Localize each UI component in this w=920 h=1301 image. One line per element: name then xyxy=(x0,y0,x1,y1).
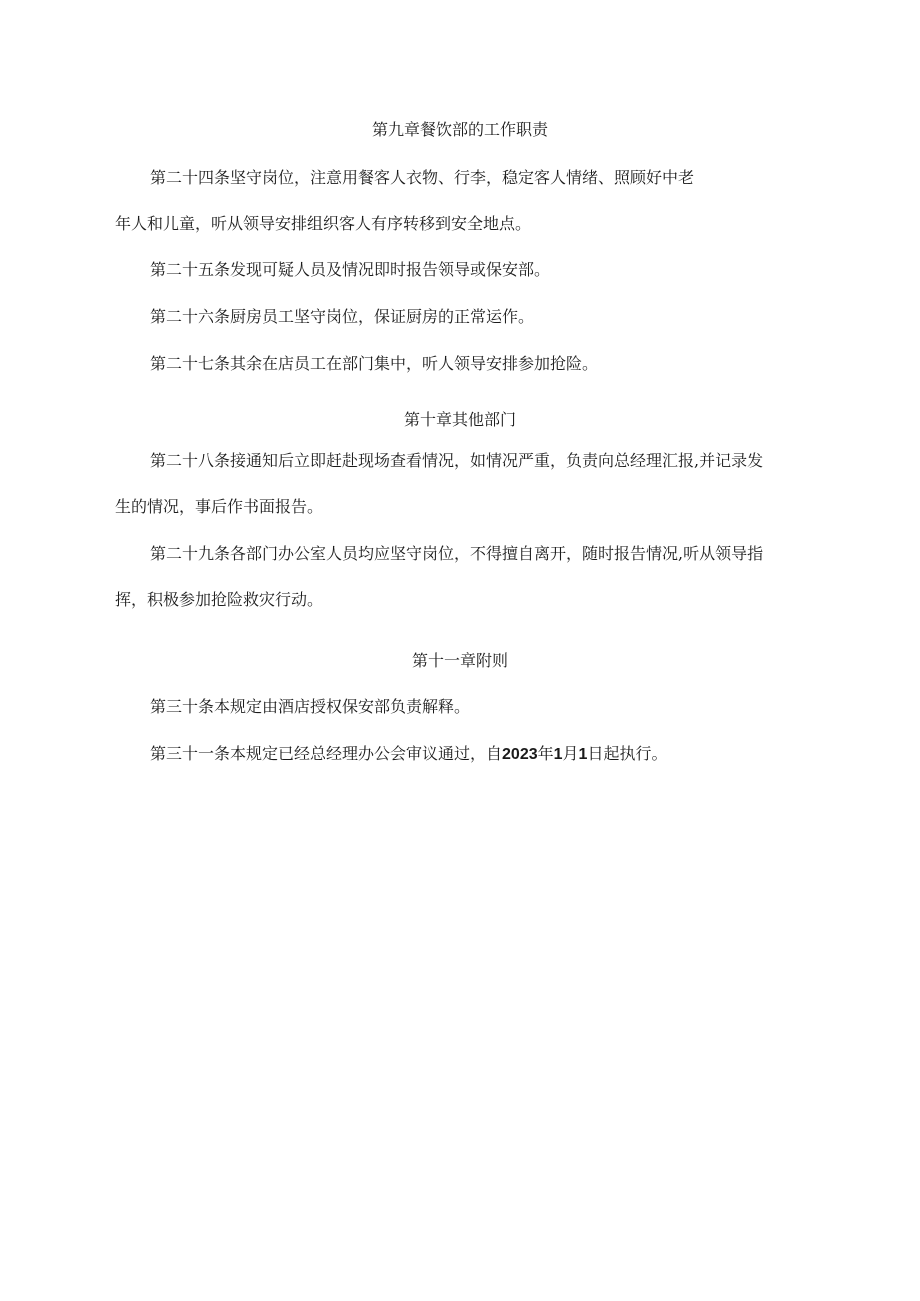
article-27: 第二十七条其余在店员工在部门集中，听人领导安排参加抢险。 xyxy=(150,354,599,373)
effective-year: 2023 xyxy=(502,746,538,763)
article-31 xyxy=(150,744,667,765)
effective-month: 1 xyxy=(553,746,563,763)
chapter-11-title: 第十一章附则 xyxy=(411,651,508,670)
article-31-suffix: 日起执行。 xyxy=(587,744,668,763)
article-26: 第二十六条厨房员工坚守岗位，保证厨房的正常运作。 xyxy=(150,307,535,326)
article-24-line-2: 年人和儿童，听从领导安排组织客人有序转移到安全地点。 xyxy=(115,214,532,233)
article-24-line-1: 第二十四条坚守岗位，注意用餐客人衣物、行李，稳定客人情绪、照顾好中老 xyxy=(150,168,695,187)
effective-day: 1 xyxy=(578,746,588,763)
chapter-10-title: 第十章其他部门 xyxy=(403,410,516,429)
article-31-prefix: 第三十一条本规定已经总经理办公会审议通过，自 xyxy=(150,744,503,763)
article-28-line-1: 第二十八条接通知后立即赶赴现场查看情况，如情况严重，负责向总经理汇报,并记录发 xyxy=(150,451,764,470)
article-29-line-2: 挥，积极参加抢险救灾行动。 xyxy=(115,590,324,609)
article-30: 第三十条本规定由酒店授权保安部负责解释。 xyxy=(150,697,471,716)
article-28-line-2: 生的情况，事后作书面报告。 xyxy=(115,497,324,516)
chapter-9-title: 第九章餐饮部的工作职责 xyxy=(371,120,548,139)
year-unit: 年 xyxy=(537,744,554,763)
article-25: 第二十五条发现可疑人员及情况即时报告领导或保安部。 xyxy=(150,260,551,279)
month-unit: 月 xyxy=(562,744,579,763)
article-29-line-1: 第二十九条各部门办公室人员均应坚守岗位，不得擅自离开，随时报告情况,听从领导指 xyxy=(150,544,764,563)
